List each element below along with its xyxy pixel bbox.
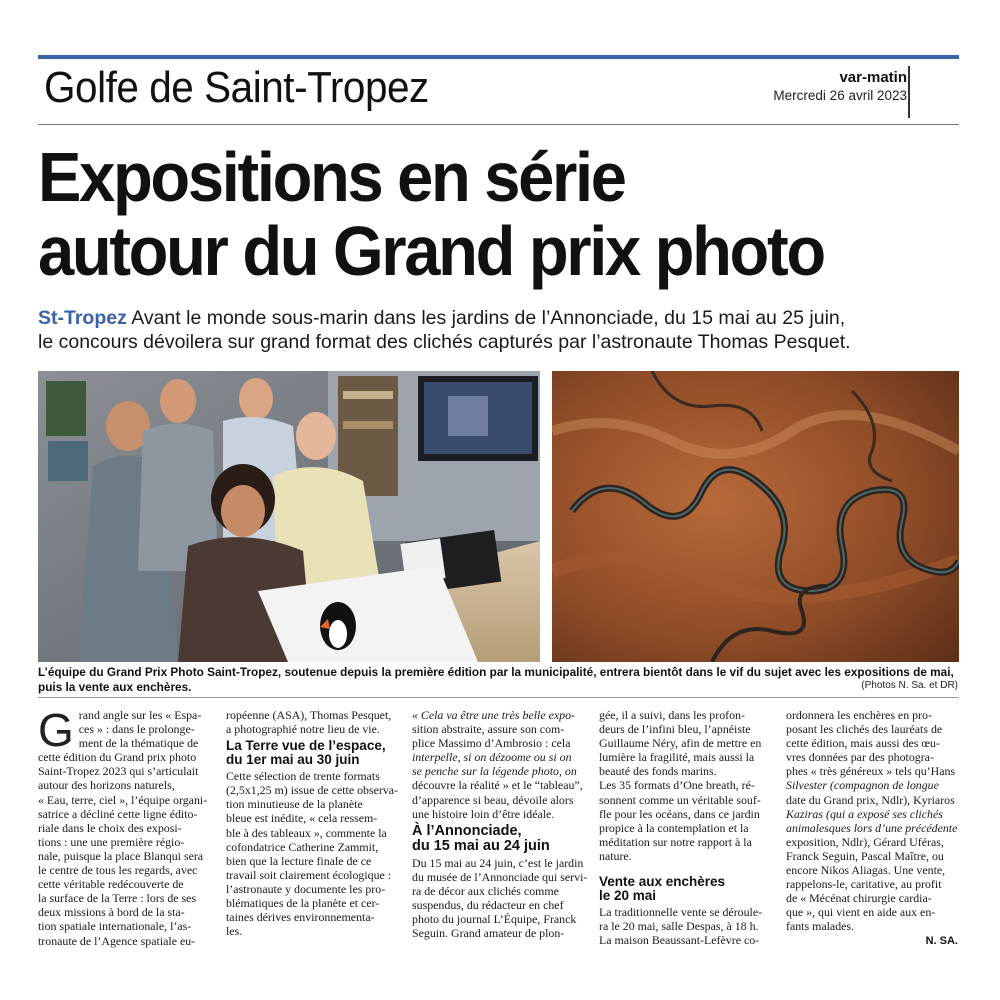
subheading-line: du 15 mai au 24 juin: [412, 837, 550, 854]
text-line: rappelons-le, caritative, au profit: [786, 877, 942, 892]
text-line: travail soit clairement écologique :: [226, 867, 392, 882]
text-line: les.: [226, 924, 243, 939]
text-line: phes « très généreux » tels qu’Hans: [786, 764, 956, 779]
lead-line-1: Avant le monde sous-marin dans les jardins de l’Annonciade, du 15 mai au 25 juin,: [131, 307, 846, 329]
text-line: « Cela va être une très belle expo-: [412, 708, 575, 722]
masthead-divider: [908, 66, 910, 118]
earth-photo: [552, 371, 959, 662]
text-line: cette édition, mais aussi des œu-: [786, 736, 940, 751]
text-line: gée, il a suivi, dans les profon-: [599, 708, 745, 722]
text-line: date du Grand prix, Ndlr), Kyriaros: [786, 792, 955, 807]
text-line: interpelle, si on dézoome ou si on: [412, 750, 572, 765]
text-line: cette édition du Grand prix photo: [38, 750, 197, 765]
text-line: le centre de tous les regards, avec: [38, 863, 198, 878]
photo-credit: (Photos N. Sa. et DR): [861, 680, 958, 691]
text-line: ment de la thématique de: [78, 736, 199, 751]
subheading-line: À l’Annonciade,: [412, 822, 522, 839]
text-line: tronaute de l’Agence spatiale eu-: [38, 933, 196, 948]
text-line: ropéenne (ASA), Thomas Pesquet,: [226, 708, 392, 722]
text-line: ra le 20 mai, salle Despas, à 18 h.: [599, 919, 759, 934]
earth-photo-illustration: [552, 371, 959, 662]
masthead: [773, 69, 907, 103]
text-line: ra de décor aux clichés comme: [412, 883, 559, 898]
text-line: Kaziras (qui a exposé ses clichés: [786, 806, 943, 821]
subheading-line: Vente aux enchères: [599, 874, 726, 890]
text-line: méditation sur notre rapport à la: [599, 834, 752, 849]
publication-date: Mercredi 26 avril 2023: [773, 88, 907, 103]
text-line: la surface de la Terre : lors de ses: [38, 891, 197, 906]
text-line: Guillaume Néry, afin de mettre en: [599, 736, 762, 751]
text-line: que », qui vient en aide aux en-: [786, 905, 936, 920]
subheading-vente: [599, 875, 775, 903]
text-line: du musée de l’Annonciade qui servi-: [412, 869, 588, 884]
text-line: (2,5x1,25 m) issue de cette observa-: [226, 783, 399, 798]
text-line: deurs de l’infini bleu, l’apnéiste: [599, 722, 751, 737]
text-line: l’astronaute y documente les pro-: [226, 881, 386, 896]
text-line: satrice a décliné cette ligne édito-: [38, 806, 198, 821]
text-line: autour des horizons naturels,: [38, 778, 175, 793]
text-line: lumière la fragilité, mais aussi la: [599, 750, 755, 765]
article-column-4: [599, 708, 775, 947]
subheading-line: La Terre vue de l’espace,: [226, 738, 386, 754]
subheading-terre: [226, 739, 402, 767]
text-line: Saint-Tropez 2023 qui s’articulait: [38, 764, 199, 779]
text-line: d’apparence si beau, dévoile alors: [412, 792, 574, 807]
subheading-line: du 1er mai au 30 juin: [226, 752, 360, 768]
article-column-3: [412, 708, 588, 940]
text-line: fants malades.: [786, 919, 855, 934]
text-line: encore Nikos Aliagas. Une vente,: [786, 863, 946, 878]
text-line: photo du journal L’Équipe, Franck: [412, 912, 577, 927]
text-line: « Eau, terre, ciel », l’équipe organi-: [38, 792, 208, 807]
subheading-annonciade: [412, 824, 588, 854]
text-line: tion minutieuse de la planète: [226, 797, 363, 812]
text-line: ces » : dans le prolonge-: [78, 722, 195, 737]
headline-line-1: Expositions en série: [38, 138, 625, 216]
header-rule: [38, 124, 959, 125]
text-line: cofondatrice Catherine Zammit,: [226, 839, 379, 854]
section-title: Golfe de Saint-Tropez: [44, 63, 429, 112]
text-line: suspendus, du rédacteur en chef: [412, 898, 564, 913]
lead-place: St-Tropez: [38, 307, 127, 329]
team-photo-illustration: [38, 371, 540, 662]
article-column-2: [226, 708, 402, 938]
text-line: blématiques de la planète et cer-: [226, 896, 380, 911]
text-line: découvre la réalité » et le “tableau”,: [412, 778, 583, 793]
top-accent-bar: [38, 55, 959, 59]
text-line: Franck Seguin, Pascal Maître, ou: [786, 848, 944, 863]
text-line: La traditionnelle vente se déroule-: [599, 905, 763, 920]
text-line: propice à la contemplation et la: [599, 820, 749, 835]
text-line: riale dans le choix des exposi-: [38, 820, 182, 835]
text-line: nature.: [599, 848, 632, 863]
photo-caption: [38, 665, 959, 695]
caption-line-2: puis la vente aux enchères.: [38, 680, 192, 694]
text-line: Les 35 formats d’One breath, ré-: [599, 778, 755, 793]
text-line: exposition, Ndlr), Gérard Uféras,: [786, 834, 944, 849]
text-line: ordonnera les enchères en pro-: [786, 708, 932, 722]
text-line: une histoire loin d’être idéale.: [412, 806, 555, 821]
headline-line-2: autour du Grand prix photo: [38, 212, 824, 290]
text-line: a photographié notre lieu de vie.: [226, 722, 380, 737]
text-line: La maison Beaussant-Lefèvre co-: [599, 933, 760, 948]
brand-name: var-matin: [839, 69, 907, 86]
text-line: rand angle sur les « Espa-: [78, 708, 202, 722]
text-line: se penche sur la légende photo, on: [412, 764, 577, 779]
text-line: Silvester (compagnon de longue: [786, 778, 939, 793]
text-line: nale, puisque la place Blanqui sera: [38, 848, 204, 863]
text-line: deux missions à bord de la sta-: [38, 905, 185, 920]
text-line: posant les clichés des lauréats de: [786, 722, 943, 737]
drop-cap: G: [38, 704, 74, 756]
lead-line-2: le concours dévoilera sur grand format des clichés capturés par l’astronaute Thomas Pesquet.: [38, 331, 851, 353]
text-line: sition abstraite, assure son com-: [412, 722, 565, 737]
text-line: plice Massimo d’Ambrosio : cela: [412, 736, 571, 751]
text-line: animalesques lors d’une précédente: [786, 820, 958, 835]
text-line: sonnent comme un véritable souf-: [599, 792, 761, 807]
text-line: Du 15 mai au 24 juin, c’est le jardin: [412, 855, 584, 870]
author-signature: N. SA.: [925, 935, 958, 947]
article-column-5: [786, 708, 962, 934]
team-photo: [38, 371, 540, 662]
text-line: Cette sélection de trente formats: [226, 769, 380, 784]
text-line: tion spatiale internationale, l’as-: [38, 919, 192, 934]
article-lead: [38, 306, 968, 354]
text-line: fle pour les océans, dans ce jardin: [599, 806, 760, 821]
text-line: taines dérives environnementa-: [226, 910, 375, 925]
text-line: beauté des fonds marins.: [599, 764, 717, 779]
caption-rule: [38, 697, 959, 698]
text-line: tions : une une première régio-: [38, 834, 185, 849]
subheading-line: le 20 mai: [599, 888, 657, 904]
caption-line-1: L’équipe du Grand Prix Photo Saint-Tropez, soutenue depuis la première édition par la municipalité, entrera bientôt dans le vif du sujet avec les expositions de mai,: [38, 665, 954, 679]
text-line: cette véritable redécouverte de: [38, 877, 184, 892]
text-line: de « Mécénat chirurgie cardia-: [786, 891, 932, 906]
article-column-1: [38, 704, 214, 948]
article-headline: [38, 140, 968, 288]
text-line: bien que la lecture finale de ce: [226, 853, 372, 868]
text-line: Seguin. Grand amateur de plon-: [412, 926, 565, 941]
text-line: ble à des tableaux », commente la: [226, 825, 387, 840]
text-line: bleue est inédite, « cela ressem-: [226, 811, 378, 826]
text-line: vres données par des photogra-: [786, 750, 934, 765]
